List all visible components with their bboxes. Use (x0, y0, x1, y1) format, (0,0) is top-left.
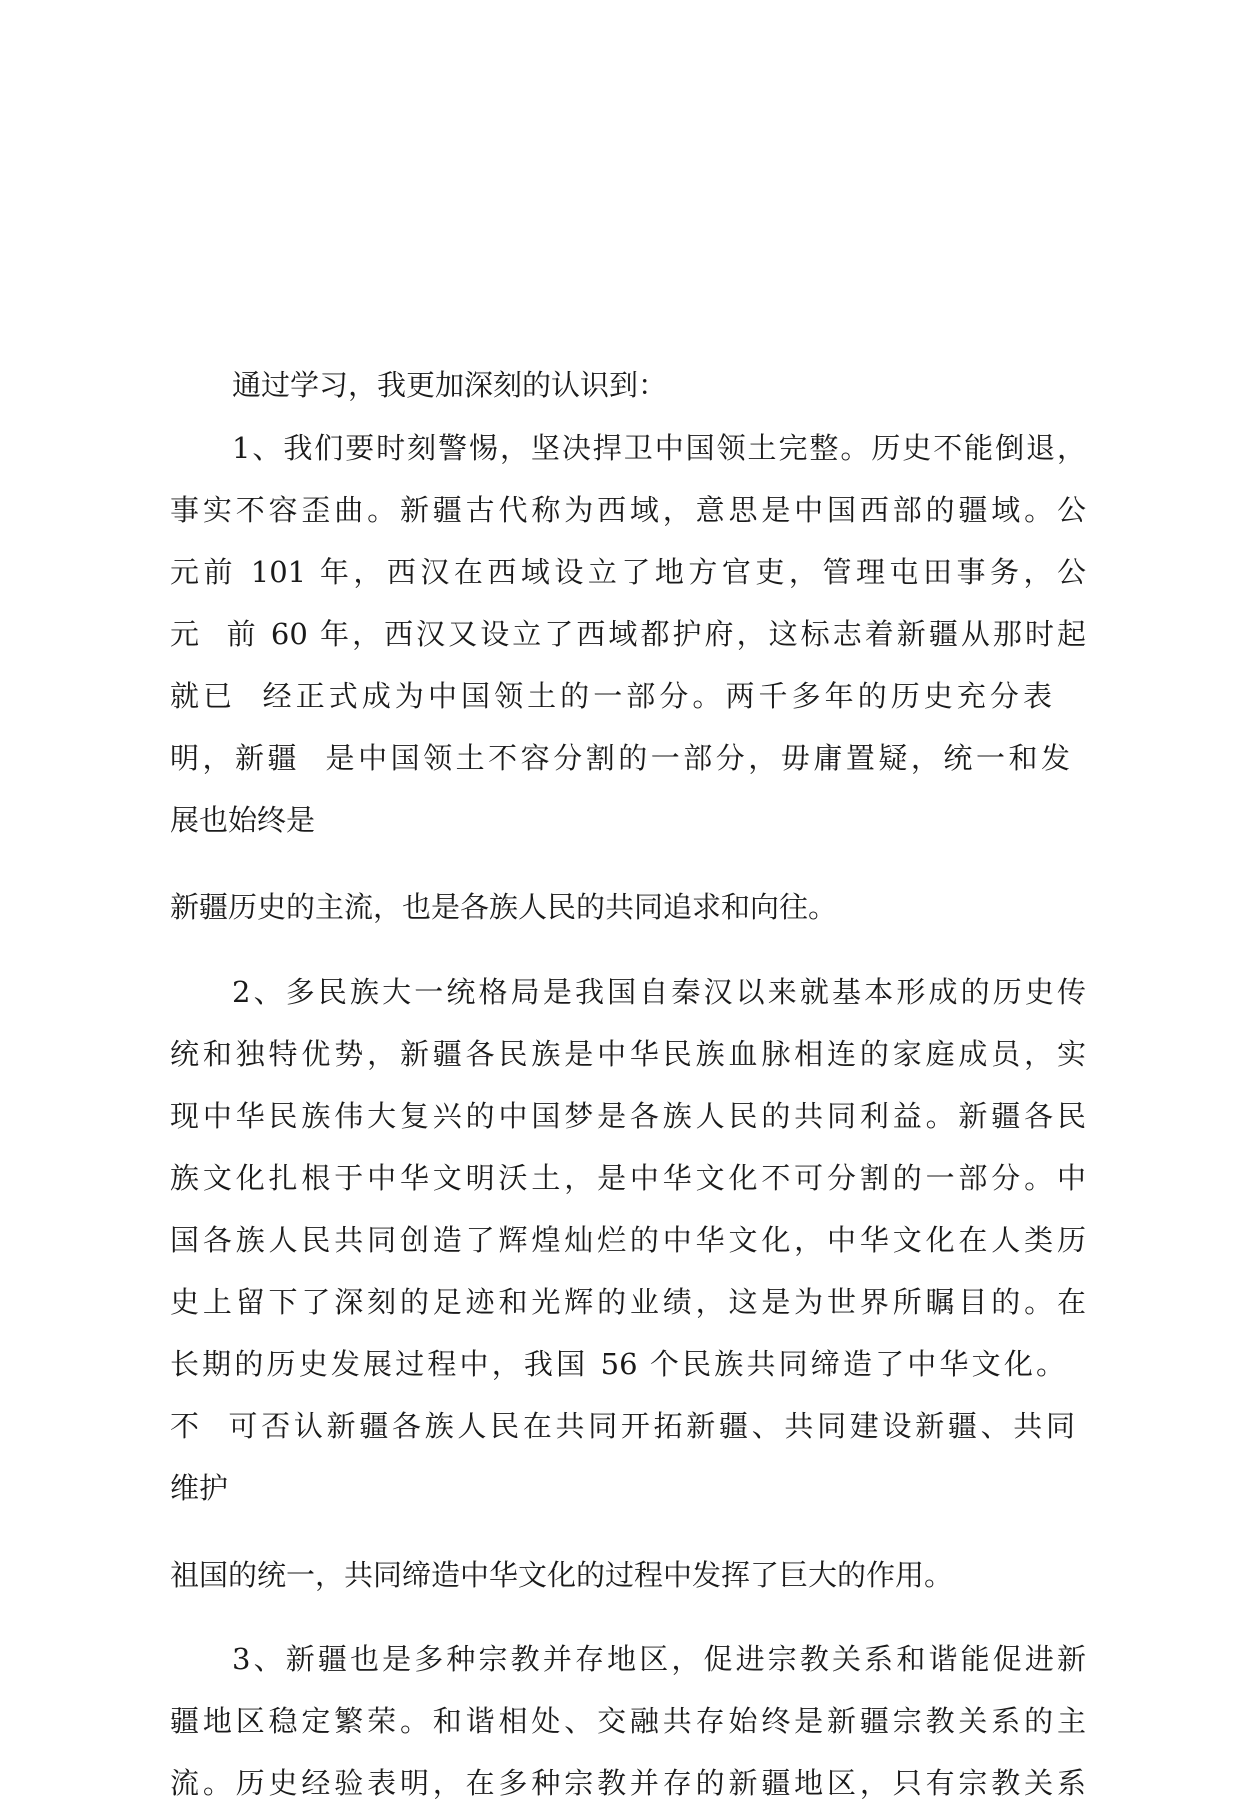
point-3-line: 疆地区稳定繁荣。和谐相处、交融共存始终是新疆宗教关系的主 (170, 1704, 1086, 1738)
point-1-line: 1、我们要时刻警惕，坚决捍卫中国领土完整。历史不能倒退， (232, 431, 1086, 465)
point-1-line: 元 前 60 年，西汉又设立了西域都护府，这标志着新疆从那时起 (170, 617, 1086, 651)
point-1-line: 事实不容歪曲。新疆古代称为西域，意思是中国西部的疆域。公 (170, 493, 1086, 527)
point-2-line: 现中华民族伟大复兴的中国梦是各族人民的共同利益。新疆各民 (170, 1099, 1086, 1133)
point-2-line: 统和独特优势，新疆各民族是中华民族血脉相连的家庭成员，实 (170, 1037, 1086, 1071)
point-2-line: 族文化扎根于中华文明沃土，是中华文化不可分割的一部分。中 (170, 1161, 1086, 1195)
point-1-line: 明，新疆 是中国领土不容分割的一部分，毋庸置疑，统一和发 (170, 741, 1070, 775)
intro-line: 通过学习，我更加深刻的认识到： (232, 368, 668, 402)
point-1-line: 展也始终是 (170, 803, 316, 837)
point-1-line: 新疆历史的主流，也是各族人民的共同追求和向往。 (170, 890, 838, 924)
point-3-line: 3、新疆也是多种宗教并存地区，促进宗教关系和谐能促进新 (232, 1642, 1086, 1676)
point-2-line: 祖国的统一，共同缔造中华文化的过程中发挥了巨大的作用。 (170, 1558, 954, 1592)
point-2-line: 2、多民族大一统格局是我国自秦汉以来就基本形成的历史传 (232, 975, 1086, 1009)
point-2-line: 史上留下了深刻的足迹和光辉的业绩，这是为世界所瞩目的。在 (170, 1285, 1086, 1319)
point-1-line: 元前 101 年，西汉在西域设立了地方官吏，管理屯田事务，公 (170, 555, 1086, 589)
point-1-line: 就已 经正式成为中国领土的一部分。两千多年的历史充分表 (170, 679, 1052, 713)
point-2-line: 长期的历史发展过程中，我国 56 个民族共同缔造了中华文化。 (170, 1347, 1065, 1381)
point-2-line: 不 可否认新疆各族人民在共同开拓新疆、共同建设新疆、共同 (170, 1409, 1075, 1443)
point-3-line: 流。历史经验表明，在多种宗教并存的新疆地区，只有宗教关系 (170, 1766, 1086, 1800)
point-2-line: 国各族人民共同创造了辉煌灿烂的中华文化，中华文化在人类历 (170, 1223, 1086, 1257)
point-2-line: 维护 (170, 1471, 229, 1505)
